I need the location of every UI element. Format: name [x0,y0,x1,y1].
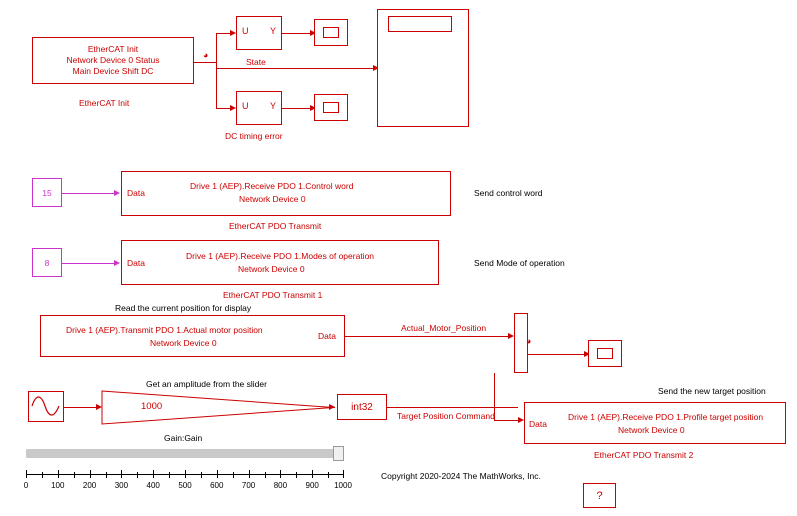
signal-label-actual-motor-position: Actual_Motor_Position [401,323,487,333]
gain-triangle-icon [101,390,334,425]
gain-note: Get an amplitude from the slider [146,379,267,389]
slider-tick-label: 900 [305,481,319,490]
wire-const8 [62,263,114,264]
help-button[interactable] [583,483,616,508]
pdo-transmit-control-line1: Drive 1 (AEP).Receive PDO 1.Control word [190,181,354,191]
arrow-const15 [114,190,120,196]
scope-dc-block[interactable] [314,94,348,121]
slider-tick-label: 400 [146,481,160,490]
pdo-transmit-target-caption: EtherCAT PDO Transmit 2 [594,450,694,460]
pdo-receive-actual-note: Read the current position for display [115,303,252,313]
wire-init-split [216,33,217,108]
data-type-conversion-block[interactable] [337,394,387,420]
constant-8-value: 8 [44,257,50,268]
pdo-transmit-modes-block[interactable] [121,240,439,285]
slider-tick-label: 600 [210,481,224,490]
pdo-transmit-target-port: Data [529,419,547,429]
scope-position-block[interactable] [588,340,622,367]
scope-state-block[interactable] [314,19,348,46]
wire-int32-to-target [494,420,518,421]
signal-branch-dot-1: ◕ [203,50,209,60]
ethercat-init-line2: Network Device 0 Status [66,55,160,65]
slider-tick-label: 800 [273,481,288,490]
pdo-transmit-control-caption: EtherCAT PDO Transmit [229,221,322,231]
slider-tick-label: 500 [178,481,192,490]
pdo-receive-actual-line2: Network Device 0 [150,338,217,348]
pdo-transmit-target-note: Send the new target position [658,386,766,396]
ethercat-init-line3: Main Device Shift DC [72,66,154,76]
sine-wave-icon [29,392,63,421]
pdo-transmit-target-line1: Drive 1 (AEP).Receive PDO 1.Profile target position [568,412,764,422]
pdo-receive-actual-block[interactable] [40,315,345,357]
pdo-transmit-control-note: Send control word [474,188,543,198]
uy-state-u-label: U [242,26,249,36]
constant-8-block[interactable] [32,248,62,277]
int32-label: int32 [351,401,373,413]
constant-15-value: 15 [42,187,52,198]
slider-track[interactable] [26,449,344,458]
wire-to-uy-state [216,33,230,34]
wire-const15 [62,193,114,194]
gain-caption: Gain:Gain [164,433,203,443]
gain-value: 1000 [141,401,163,412]
sine-wave-block[interactable] [28,391,64,422]
uy-dc-y-label: Y [269,101,276,111]
pdo-transmit-modes-caption: EtherCAT PDO Transmit 1 [223,290,323,300]
signal-label-target-position-command: Target Position Command [397,411,495,421]
pdo-transmit-modes-line1: Drive 1 (AEP).Receive PDO 1.Modes of operation [186,251,375,261]
wire-to-uy-dc [216,108,230,109]
slider-tick-label: 0 [23,481,29,490]
wire-uy-dc-to-scope [282,108,310,109]
uy-dc-block[interactable] [236,91,282,125]
scope-position-icon [597,348,613,359]
pdo-receive-actual-port: Data [318,331,336,341]
slider-tick-label: 700 [241,481,256,490]
help-button-label: ? [596,489,603,502]
pdo-transmit-modes-line2: Network Device 0 [238,264,305,274]
pdo-transmit-modes-note: Send Mode of operation [474,258,565,268]
constant-15-block[interactable] [32,178,62,207]
pdo-transmit-control-line2: Network Device 0 [239,194,306,204]
arrow-const8 [114,260,120,266]
wire-uy-state-to-scope [282,33,310,34]
slider-tick-label: 300 [114,481,129,490]
pdo-transmit-target-line2: Network Device 0 [618,425,685,435]
ethercat-init-line1: EtherCAT Init [87,44,139,54]
copyright-text: Copyright 2020-2024 The MathWorks, Inc. [381,471,541,481]
pdo-transmit-target-block[interactable] [524,402,786,444]
uy-state-caption: State [246,57,266,67]
subsystem-inner-box [388,16,452,32]
slider-thumb[interactable] [333,446,344,461]
wire-init-out [194,62,216,63]
wire-int32-up [494,373,495,407]
slider-tick-label: 100 [51,481,65,490]
slider-tick-label: 1000 [334,481,352,490]
arrow-gain-int32 [329,404,335,410]
uy-dc-caption: DC timing error [225,131,283,141]
scope-state-icon [323,27,339,38]
wire-init-to-big-block [216,68,373,69]
wire-int32-out [387,407,518,408]
ethercat-init-block[interactable] [32,37,194,84]
pdo-transmit-control-port: Data [127,188,145,198]
signal-branch-dot-2: ◕ [526,336,532,346]
uy-dc-u-label: U [242,101,249,111]
slider-tick-label: 200 [82,481,97,490]
pdo-receive-actual-line1: Drive 1 (AEP).Transmit PDO 1.Actual motor position [66,325,263,335]
ethercat-init-caption: EtherCAT Init [79,98,130,108]
scope-dc-icon [323,102,339,113]
gain-block[interactable] [101,390,334,425]
pdo-transmit-modes-port: Data [127,258,145,268]
wire-sine-to-gain [64,407,97,408]
wire-busbar-to-scope [528,354,585,355]
uy-state-block[interactable] [236,16,282,50]
wire-actual-position [345,336,510,337]
uy-state-y-label: Y [269,26,276,36]
